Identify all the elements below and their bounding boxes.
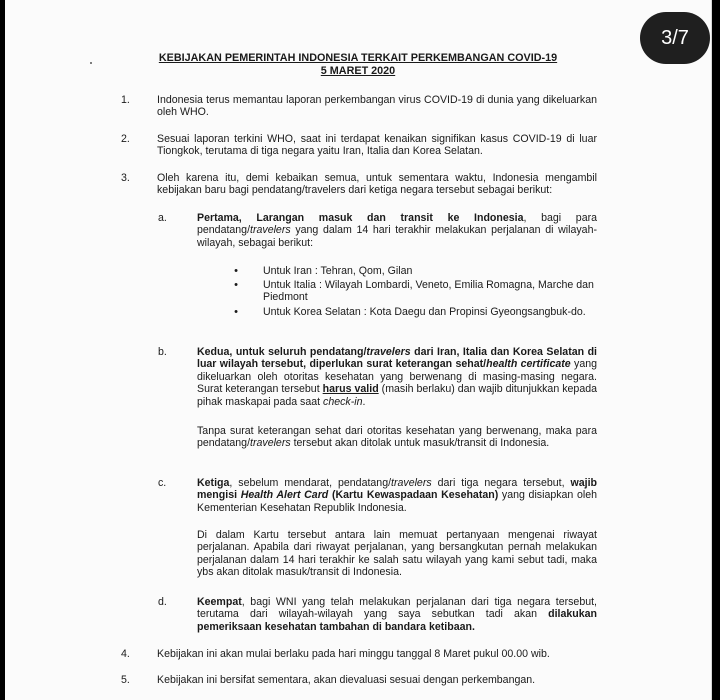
bullet-iran: Untuk Iran : Tehran, Qom, Gilan	[263, 265, 413, 277]
sub-b-text-1: yang dikeluarkan oleh otoritas kesehatan yang berwenang di masing-masing negara. Surat keterangan tersebut	[197, 358, 597, 396]
sub-b-bold-italic-1: travelers	[366, 346, 411, 358]
item-text-1: Indonesia terus memantau laporan perkembangan virus COVID-19 di dunia yang dikeluarkan oleh WHO.	[157, 94, 597, 119]
sub-c-bold-italic: Health Alert Card	[240, 489, 329, 502]
item-text-2: Sesuai laporan terkini WHO, saat ini terdapat kenaikan signifikan kasus COVID-19 di luar Tiongkok, terutama di tiga negara yaitu Iran, Italia dan Korea Selatan.	[157, 133, 597, 158]
sub-text-b	[197, 346, 597, 408]
item-number-3: 3.	[121, 172, 130, 184]
sub-b-italic-checkin: check-in	[323, 395, 363, 408]
sub-b-p2-text-2: tersebut akan ditolak untuk masuk/transit di Indonesia.	[290, 437, 550, 450]
sub-b-text-2: (masih berlaku) dan wajib ditunjukkan kepada pihak maskapai pada saat	[197, 383, 597, 408]
item-text-3: Oleh karena itu, demi kebaikan semua, untuk sementara waktu, Indonesia mengambil kebijakan baru bagi pendatang/travelers dari ketiga negara tersebut sebagai berikut:	[157, 172, 597, 197]
sub-c-bold-3: (Kartu Kewaspadaan Kesehatan)	[328, 489, 499, 502]
sub-d-bold-2: dilakukan pemeriksaan kesehatan tambahan di bandara ketibaan.	[197, 608, 597, 633]
sub-c-bold-2: wajib mengisi	[197, 477, 597, 502]
bullet-dot: •	[234, 265, 238, 277]
item-text-5: Kebijakan ini bersifat sementara, akan dievaluasi sesuai dengan perkembangan.	[157, 674, 536, 686]
sub-text-c	[197, 477, 597, 514]
sub-a-text-2: yang dalam 14 hari terakhir melakukan perjalanan di wilayah-wilayah, sebagai berikut:	[197, 224, 597, 249]
sub-b-p2-text-1: Tanpa surat keterangan sehat dari otoritas kesehatan yang berwenang, maka para pendatang/	[197, 425, 597, 450]
sub-b-bold-italic-2: health certificate	[486, 358, 571, 371]
sub-c-bold-1: Ketiga	[197, 477, 230, 489]
sub-b-bold-2: dari Iran, Italia dan Korea Selatan di luar wilayah tersebut, diperlukan surat keterangan sehat/	[197, 346, 597, 371]
item-number-4: 4.	[121, 648, 130, 660]
sub-b-bold-1: Kedua, untuk seluruh pendatang/	[197, 346, 367, 358]
sub-letter-a: a.	[158, 212, 167, 224]
sub-letter-d: d.	[158, 596, 167, 608]
page-counter-badge: 3/7	[640, 12, 710, 64]
item-number-5: 5.	[121, 674, 130, 686]
sub-c-text-1: , sebelum mendarat, pendatang/	[229, 477, 392, 489]
document-title: KEBIJAKAN PEMERINTAH INDONESIA TERKAIT PERKEMBANGAN COVID-19	[158, 52, 558, 64]
item-number-2: 2.	[121, 133, 130, 145]
sub-a-bold: Pertama, Larangan masuk dan transit ke Indonesia	[197, 212, 524, 224]
sub-letter-b: b.	[158, 346, 167, 358]
document-page	[5, 0, 712, 700]
sub-c-text-3: yang disiapkan oleh Kementerian Kesehatan Republik Indonesia.	[197, 489, 597, 514]
sub-b-paragraph-2	[197, 425, 597, 450]
sub-a-italic: travelers	[250, 224, 291, 237]
sub-b-p2-italic: travelers	[250, 437, 291, 450]
sub-c-paragraph-2: Di dalam Kartu tersebut antara lain memuat pertanyaan mengenai riwayat perjalanan. Apabila dari riwayat perjalanan, yang bersangkutan pernah melakukan perjalanan dalam 14 hari terakhir ke salah satu wilayah yang kami sebut tadi, maka ybs akan ditolak masuk/transit di Indonesia.	[197, 529, 597, 579]
sub-text-d	[197, 596, 597, 633]
bullet-dot: •	[234, 306, 238, 318]
bullet-korea: Untuk Korea Selatan : Kota Daegu dan Propinsi Gyeongsangbuk-do.	[263, 306, 586, 318]
sub-c-text-2: dari tiga negara tersebut,	[431, 477, 571, 489]
sub-letter-c: c.	[158, 477, 167, 489]
item-number-1: 1.	[121, 94, 130, 106]
sub-a-text-1: , bagi para pendatang/	[197, 212, 598, 237]
sub-d-text-1: , bagi WNI yang telah melakukan perjalanan dari tiga negara tersebut, terutama dari wilayah-wilayah yang saya sebutkan tadi akan	[197, 596, 597, 621]
document-date: 5 MARET 2020	[320, 65, 396, 77]
sub-d-bold-1: Keempat	[197, 596, 242, 608]
item-text-4: Kebijakan ini akan mulai berlaku pada hari minggu tanggal 8 Maret pukul 00.00 wib.	[157, 648, 550, 660]
sub-c-italic: travelers	[391, 477, 432, 489]
sub-text-a	[197, 212, 597, 249]
sub-b-text-end: .	[362, 395, 366, 408]
sub-b-underline: harus valid	[322, 383, 379, 396]
bullet-dot: •	[234, 279, 238, 291]
bullet-italia: Untuk Italia : Wilayah Lombardi, Veneto, Emilia Romagna, Marche dan Piedmont	[263, 279, 594, 304]
